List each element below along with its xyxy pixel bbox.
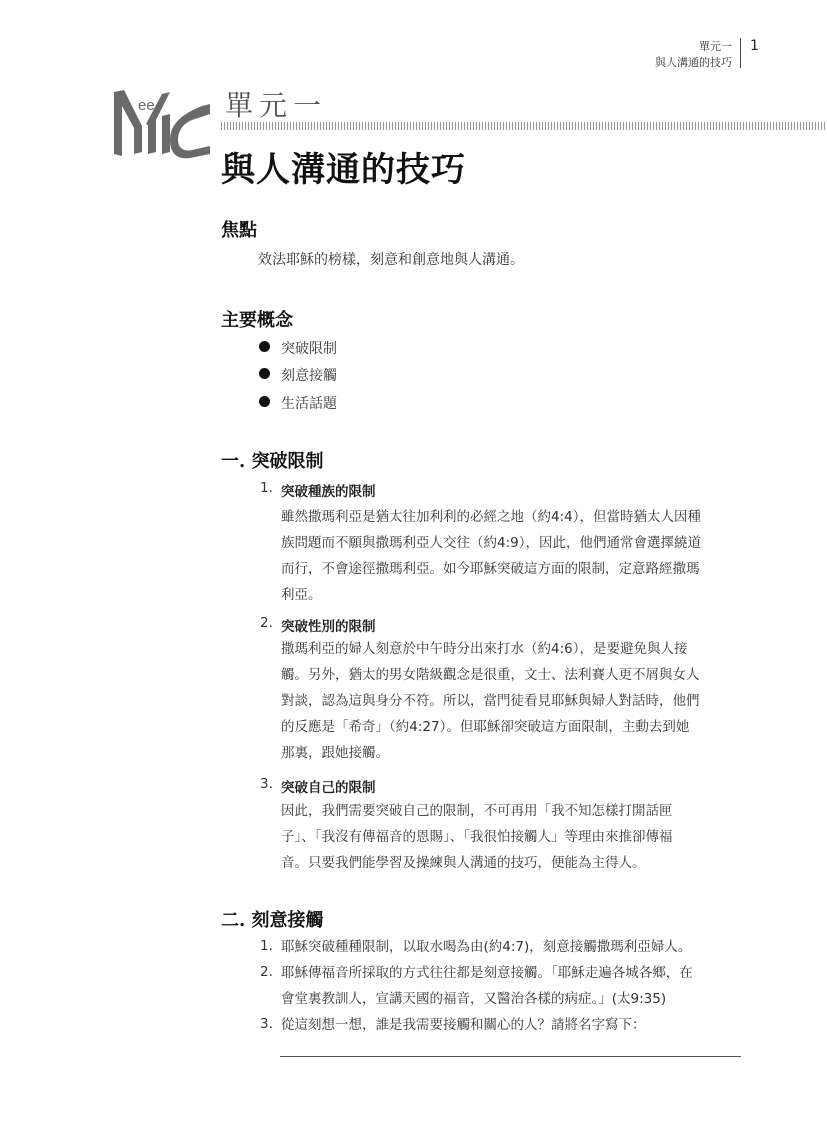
para-line: 那裏，跟她接觸。 [281,745,389,761]
item-number: 1. [260,480,273,496]
subsection-title: 突破種族的限制 [281,484,376,500]
item-number: 3. [260,1016,273,1032]
unit-label: 單元一 [225,89,328,122]
para-line: 耶穌突破種種限制，以取水喝為由(約4:7)，刻意接觸撒瑪利亞婦人。 [281,939,692,955]
chapter-title: 與人溝通的技巧 [221,150,466,190]
item-number: 2. [260,964,273,980]
subsection-title: 突破性別的限制 [281,619,376,635]
meemic-logo [112,80,212,160]
item-number: 2. [260,615,273,631]
paragraph [281,1012,743,1038]
item-number: 3. [260,776,273,792]
running-header-unit: 單元一 [699,40,732,53]
page-number: 1 [750,38,759,54]
para-line: 從這刻想一想，誰是我需要接觸和關心的人？請將名字寫下： [281,1017,646,1033]
focus-heading: 焦點 [221,220,257,241]
dotted-rule [221,122,827,130]
para-line: 雖然撒瑪利亞是猶太往加利利的必經之地（約4:4），但當時猶太人因種 [281,509,701,525]
para-line: 音。只要我們能學習及操練與人溝通的技巧，便能為主得人。 [281,855,646,871]
para-line: 利亞。 [281,587,322,603]
concepts-heading: 主要概念 [221,310,293,331]
bullet-icon [259,368,270,379]
section1-heading: 一. 突破限制 [221,451,324,472]
concept-item: 突破限制 [281,341,337,357]
para-line: 撒瑪利亞的婦人刻意於中午時分出來打水（約4:6），是要避免與人接 [281,641,688,657]
svg-text:ee: ee [138,97,155,114]
concept-item: 刻意接觸 [281,368,337,384]
paragraph [281,960,743,1012]
paragraph [281,636,743,766]
para-line: 會堂裏教訓人，宣講天國的福音，又醫治各樣的病症。」(太9:35) [281,991,667,1007]
para-line: 族問題而不願與撒瑪利亞人交往（約4:9），因此，他們通常會選擇繞道 [281,535,701,551]
subsection-title: 突破自己的限制 [281,780,376,796]
para-line: 對談，認為這與身分不符。所以，當門徒看見耶穌與婦人對話時，他們 [281,693,700,709]
running-header-title: 與人溝通的技巧 [655,56,732,69]
item-number: 1. [260,938,273,954]
header-divider [740,38,741,68]
answer-line[interactable] [280,1056,741,1057]
para-line: 觸。另外，猶太的男女階級觀念是很重，文士、法利賽人更不屑與女人 [281,667,700,683]
para-line: 因此，我們需要突破自己的限制，不可再用「我不知怎樣打開話匣 [281,803,673,819]
concept-item: 生活話題 [281,396,337,412]
section2-heading: 二. 刻意接觸 [221,910,324,931]
paragraph [281,504,743,608]
para-line: 而行，不會途徑撒瑪利亞。如今耶穌突破這方面的限制，定意路經撒瑪 [281,561,700,577]
para-line: 子」、「我沒有傳福音的恩賜」、「我很怕接觸人」等理由來推卻傳福 [281,829,673,845]
bullet-icon [259,341,270,352]
bullet-icon [259,396,270,407]
paragraph [281,798,743,876]
paragraph [281,934,743,960]
para-line: 的反應是「希奇」（約4:27）。但耶穌卻突破這方面限制，主動去到她 [281,719,690,735]
para-line: 耶穌傳福音所採取的方式往往都是刻意接觸。「耶穌走遍各城各鄉，在 [281,965,693,981]
focus-text: 效法耶穌的榜樣，刻意和創意地與人溝通。 [258,252,524,268]
